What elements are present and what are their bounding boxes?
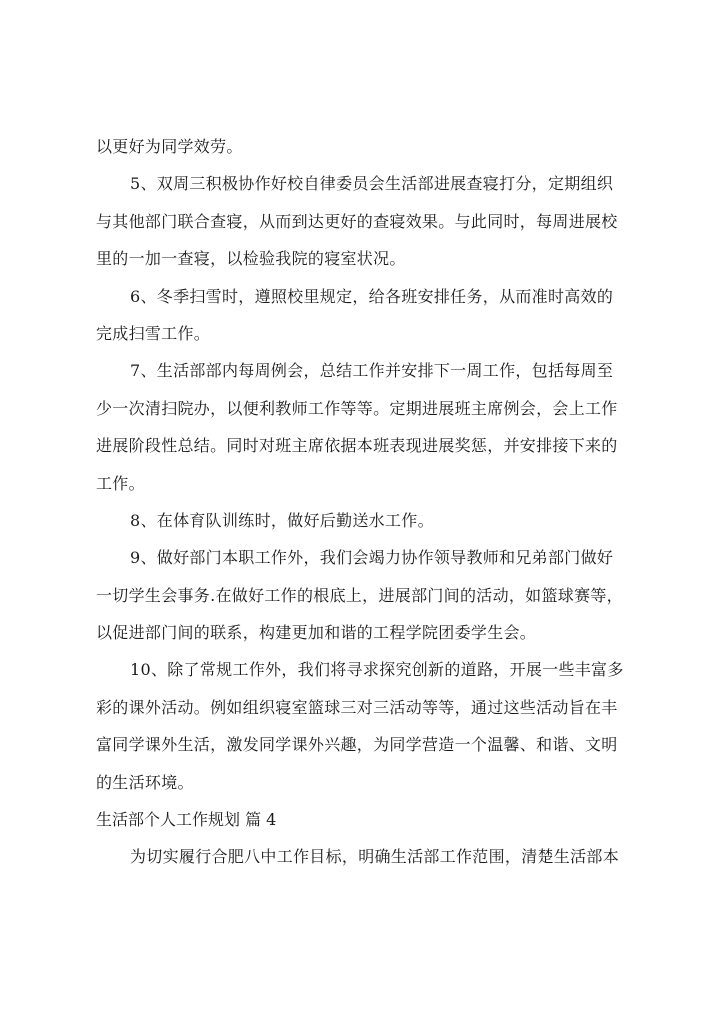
section-heading: 生活部个人工作规划 篇 4	[96, 810, 277, 830]
document-page	[96, 128, 656, 876]
text-line: 里的一加一查寝，以检验我院的寝室状况。	[96, 249, 406, 269]
text-line: 9、做好部门本职工作外，我们会竭力协作领导教师和兄弟部门做好	[130, 548, 614, 568]
text-line: 富同学课外生活，激发同学课外兴趣，为同学营造一个温馨、和谐、文明	[96, 735, 618, 755]
text-line: 10、除了常规工作外，我们将寻求探究创新的道路，开展一些丰富多	[130, 660, 624, 680]
text-line: 以更好为同学效劳。	[96, 137, 243, 156]
text-line: 为切实履行合肥八中工作目标，明确生活部工作范围，清楚生活部本	[130, 847, 620, 867]
text-line: 彩的课外活动。例如组织寝室篮球三对三活动等等，通过这些活动旨在丰	[96, 697, 618, 717]
text-line: 8、在体育队训练时，做好后勤送水工作。	[130, 510, 434, 530]
text-line: 少一次清扫院办，以便利教师工作等等。定期进展班主席例会，会上工作	[96, 398, 618, 418]
text-line: 6、冬季扫雪时，遵照校里规定，给各班安排任务，从而准时高效的	[130, 286, 614, 306]
text-line: 7、生活部部内每周例会，总结工作并安排下一周工作，包括每周至	[130, 361, 614, 381]
text-line: 5、双周三积极协作好校自律委员会生活部进展查寝打分，定期组织	[130, 174, 614, 194]
text-line: 完成扫雪工作。	[96, 323, 211, 343]
text-line: 与其他部门联合查寝，从而到达更好的查寝效果。与此同时，每周进展校	[96, 211, 618, 231]
text-line: 以促进部门间的联系，构建更加和谐的工程学院团委学生会。	[96, 623, 537, 643]
text-line: 进展阶段性总结。同时对班主席依据本班表现进展奖惩，并安排接下来的	[96, 436, 618, 456]
text-line: 一切学生会事务.在做好工作的根底上，进展部门间的活动，如篮球赛等，	[96, 585, 623, 605]
text-line: 的生活环境。	[96, 772, 194, 792]
text-line: 工作。	[96, 473, 145, 493]
